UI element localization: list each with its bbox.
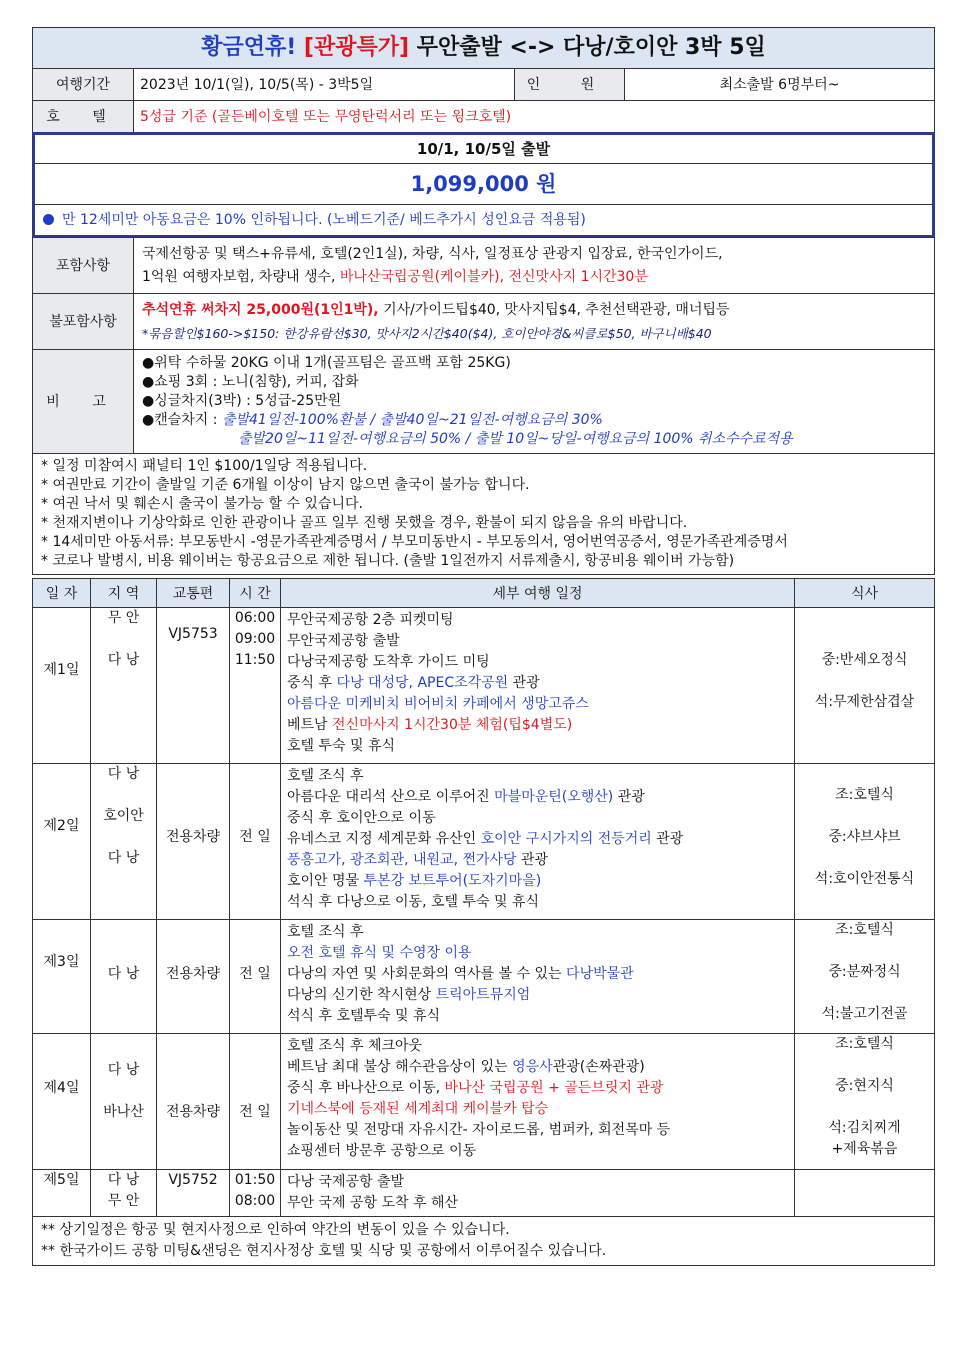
footer-note: ** 상기일정은 항공 및 현지사정으로 인하여 약간의 변동이 있을 수 있습니다.: [41, 1222, 510, 1238]
itinerary-text: 무안국제공항 2층 피켓미팅: [287, 612, 454, 628]
itinerary-text: 마블마운틴(오행산): [494, 789, 614, 805]
itinerary-text: 놀이동산 및 전망대 자유시간- 자이로드롭, 범퍼카, 회전목마 등: [287, 1122, 671, 1138]
included-line1: 국제선항공 및 택스+유류세, 호텔(2인1실), 차량, 식사, 일정표상 관광지 입장료, 한국인가이드,: [142, 245, 723, 262]
day-cell: [33, 764, 91, 920]
itinerary-text: 관광: [516, 852, 549, 868]
header-transport: 교통편: [157, 579, 230, 608]
footer-note: ** 한국가이드 공항 미팅&샌딩은 현지사정상 호텔 및 식당 및 공항에서 이루어질수 있습니다.: [41, 1243, 607, 1259]
conditions-table: [32, 237, 935, 454]
header-time: 시 간: [230, 579, 281, 608]
time-value: 11:50: [234, 652, 276, 668]
itinerary-text: 다낭의 자연 및 사회문화의 역사를 볼 수 있는: [287, 966, 567, 982]
region-name: 무 안: [107, 610, 140, 626]
itinerary-text: 호텔 조식 후: [287, 924, 364, 940]
region-cell: [91, 1034, 157, 1170]
day-cell: [33, 608, 91, 764]
excluded-label: 불포함사항: [33, 294, 134, 350]
meal-item: 조:호텔식: [835, 922, 894, 938]
itinerary-line: [287, 829, 788, 850]
period-label: 여행기간: [33, 69, 134, 101]
meal-item: 중:반세오정식: [821, 652, 908, 668]
meal-cell: [795, 1034, 935, 1170]
itinerary-line: [287, 1120, 788, 1141]
footer-row: [33, 1217, 935, 1266]
notices-cell: [33, 454, 935, 575]
child-price-note-text: 만 12세미만 아동요금은 10% 인하됩니다. (노베드기준/ 베드추가시 성인요금 적용됨): [62, 212, 586, 228]
meal-item: 석:호이안전통식: [814, 871, 915, 887]
day-label: 제2일: [43, 818, 80, 834]
remarks-value: [134, 350, 935, 454]
title-part2: [관광특가]: [303, 35, 410, 60]
meal-item: 중:샤브샤브: [828, 829, 901, 845]
schedule-row: [33, 1170, 935, 1217]
day-label: 제4일: [43, 1080, 80, 1096]
region-cell: [91, 1170, 157, 1217]
itinerary-line: [287, 1006, 788, 1027]
itinerary-sheet: [32, 27, 935, 1266]
itinerary-text: 투본강 보트투어(도자기마을): [363, 873, 542, 889]
itinerary-line: [287, 1036, 788, 1057]
time-cell: [230, 1170, 281, 1217]
time-value: 전 일: [239, 829, 271, 845]
itinerary-text: 중식 후 호이안으로 이동: [287, 810, 436, 826]
region-name: 다 낭: [107, 766, 140, 782]
excluded-line1: [142, 299, 926, 322]
time-value: 08:00: [234, 1193, 276, 1209]
itinerary-text: 호이안 구시가지의 전등거리: [480, 831, 652, 847]
included-line2-b: 바나산국립공원(케이블카), 전신맛사지 1시간30분: [339, 268, 648, 285]
itinerary-line: [287, 892, 788, 913]
itinerary-text: 바나산 국립공원 + 골든브릿지 관광: [444, 1080, 664, 1096]
itinerary-line: [287, 850, 788, 871]
remarks-label: 비 고: [33, 350, 134, 454]
remarks-line4-a: ●캔슬차지 :: [142, 412, 218, 428]
itinerary-text: 관광(손짜관광): [552, 1059, 645, 1075]
notice-item: * 일정 미참여시 패널티 1인 $100/1일당 적용됩니다.: [41, 458, 368, 474]
title-part1: 황금연휴!: [201, 35, 297, 60]
itinerary-text: 다낭국제공항 도착후 가이드 미팅: [287, 654, 490, 670]
itinerary-line: [287, 736, 788, 757]
meal-item: 중:현지식: [835, 1078, 894, 1094]
itinerary-line: [287, 787, 788, 808]
time-cell: [230, 1034, 281, 1170]
itinerary-text: 베트남 최대 불상 해수관음상이 있는: [287, 1059, 513, 1075]
itinerary-text: 다낭 국제공항 출발: [287, 1174, 405, 1190]
header-region: 지 역: [91, 579, 157, 608]
transport-name: 전용차량: [165, 1104, 221, 1120]
schedule-row: [33, 764, 935, 920]
schedule-row: [33, 608, 935, 764]
header-day: 일 자: [33, 579, 91, 608]
itinerary-text: 오전 호텔 휴식 및 수영장 이용: [287, 945, 472, 961]
itinerary-line: [287, 922, 788, 943]
meal-item: 석:김치찌게 +제육볶음: [828, 1120, 901, 1157]
itinerary-line: [287, 673, 788, 694]
schedule-body: [33, 608, 935, 1217]
itinerary-text: 호이안 명물: [287, 873, 364, 889]
notice-item: * 코로나 발병시, 비용 웨이버는 항공요금으로 제한 됩니다. (출발 1일전까지 서류제출시, 항공비용 웨이버 가능함): [41, 553, 735, 569]
hotel-value: 5성급 기준 (골든베이호텔 또는 무영탄럭서리 또는 윙크호텔): [134, 101, 935, 133]
remarks-line1: ●위탁 수하물 20KG 이내 1개(골프팀은 골프백 포함 25KG): [142, 355, 511, 371]
time-cell: [230, 608, 281, 764]
remarks-line4: [142, 411, 926, 430]
header-detail: 세부 여행 일정: [281, 579, 795, 608]
itinerary-cell: [281, 608, 795, 764]
day-label: 제3일: [43, 954, 80, 970]
header-table: [32, 27, 935, 133]
time-value: 01:50: [234, 1172, 276, 1188]
itinerary-text: 다낭의 신기한 착시현상: [287, 987, 436, 1003]
itinerary-cell: [281, 764, 795, 920]
day-cell: [33, 1034, 91, 1170]
itinerary-text: 호텔 조식 후 체크아웃: [287, 1038, 423, 1054]
notice-item: * 천재지변이나 기상악화로 인한 관광이나 골프 일부 진행 못했을 경우, 환불이 되지 않음을 유의 바랍니다.: [41, 515, 688, 531]
day-label: 제5일: [43, 1172, 80, 1188]
itinerary-line: [287, 610, 788, 631]
footer-table: [32, 1216, 935, 1266]
remarks-line5: 출발20일~11일전-여행요금의 50% / 출발 10일~당일-여행요금의 100% 취소수수료적용: [238, 431, 793, 447]
meal-cell: [795, 1170, 935, 1217]
schedule-row: [33, 1034, 935, 1170]
itinerary-line: [287, 964, 788, 985]
title-part3: 무안출발 <-> 다낭/호이안 3박 5일: [416, 35, 766, 60]
itinerary-text: 트릭아트뮤지엄: [435, 987, 531, 1003]
itinerary-line: [287, 985, 788, 1006]
itinerary-text: 관광: [613, 789, 645, 805]
departure-price: 1,099,000 원: [35, 164, 932, 205]
region-name: 다 낭: [107, 1172, 140, 1188]
time-value: 전 일: [239, 1104, 271, 1120]
meal-item: 조:호텔식: [835, 1036, 894, 1052]
time-value: 09:00: [234, 631, 276, 647]
excluded-row: [33, 294, 935, 350]
region-name: 호이안: [103, 808, 144, 824]
notices-row: [33, 454, 935, 575]
excluded-value: [134, 294, 935, 350]
header-meal: 식사: [795, 579, 935, 608]
day-label: 제1일: [43, 662, 80, 678]
transport-name: VJ5753: [168, 626, 218, 642]
notice-item: * 14세미만 아동서류: 부모동반시 -영문가족관계증명서 / 부모미동반시 - 부모동의서, 영어번역공증서, 영문가족관계증명서: [41, 534, 788, 550]
departure-date: 10/1, 10/5일 출발: [35, 135, 932, 164]
transport-name: 전용차량: [165, 966, 221, 982]
itinerary-text: 유네스코 지정 세계문화 유산인: [287, 831, 481, 847]
included-row: [33, 238, 935, 294]
itinerary-text: 무안 국제 공항 도착 후 해산: [287, 1195, 459, 1211]
title-row: [33, 28, 935, 69]
transport-cell: [157, 608, 230, 764]
departure-box: [32, 132, 935, 238]
meal-item: 석:불고기전골: [821, 1006, 908, 1022]
excluded-line1-a: 추석연휴 써차지 25,000원(1인1박),: [142, 301, 379, 318]
transport-cell: [157, 1170, 230, 1217]
meal-cell: [795, 608, 935, 764]
region-name: 다 낭: [107, 850, 140, 866]
itinerary-line: [287, 766, 788, 787]
itinerary-line: [287, 1099, 788, 1120]
region-name: 무 안: [107, 1193, 140, 1209]
transport-cell: [157, 764, 230, 920]
included-line2-a: 1억원 여행자보험, 차량내 생수,: [142, 268, 336, 285]
meal-cell: [795, 920, 935, 1034]
itinerary-text: 호텔 투숙 및 휴식: [287, 738, 396, 754]
time-cell: [230, 764, 281, 920]
hotel-row: [33, 101, 935, 133]
itinerary-text: 중식 후 바나산으로 이동,: [287, 1080, 445, 1096]
remarks-row: [33, 350, 935, 454]
itinerary-line: [287, 694, 788, 715]
region-name: 다 낭: [107, 966, 140, 982]
footer-cell: [33, 1217, 935, 1266]
itinerary-line: [287, 808, 788, 829]
notice-item: * 여권 낙서 및 훼손시 출국이 불가능 할 수 있습니다.: [41, 496, 363, 512]
itinerary-text: 아름다운 대리석 산으로 이루어진: [287, 789, 495, 805]
itinerary-text: 호텔 조식 후: [287, 768, 364, 784]
transport-name: VJ5752: [168, 1172, 218, 1188]
itinerary-line: [287, 1057, 788, 1078]
time-cell: [230, 920, 281, 1034]
included-value: [134, 238, 935, 294]
meal-cell: [795, 764, 935, 920]
region-name: 다 낭: [107, 1062, 140, 1078]
itinerary-line: [287, 1172, 788, 1193]
people-label: 인 원: [515, 69, 625, 101]
hotel-label: 호 텔: [33, 101, 134, 133]
itinerary-text: 베트남: [287, 717, 333, 733]
itinerary-text: 다낭 대성당, APEC조각공원: [336, 675, 509, 691]
itinerary-text: 기네스북에 등재된 세계최대 케이블카 탑승: [287, 1101, 549, 1117]
notice-item: * 여권만료 기간이 출발일 기준 6개월 이상이 남지 않으면 출국이 불가능 합니다.: [41, 477, 530, 493]
meal-item: 조:호텔식: [835, 787, 894, 803]
notices-table: [32, 453, 935, 575]
remarks-line3: ●싱글차지(3박) : 5성급-25만원: [142, 393, 342, 409]
region-name: 다 낭: [107, 652, 140, 668]
meal-item: 석:무제한삼겹살: [814, 694, 915, 710]
itinerary-text: 쇼핑센터 방문후 공항으로 이동: [287, 1143, 477, 1159]
transport-name: 전용차량: [165, 829, 221, 845]
transport-cell: [157, 920, 230, 1034]
itinerary-line: [287, 652, 788, 673]
itinerary-text: 석식 후 호텔투숙 및 휴식: [287, 1008, 441, 1024]
itinerary-text: 무안국제공항 출발: [287, 633, 400, 649]
people-value: 최소출발 6명부터~: [625, 69, 935, 101]
itinerary-text: 관광: [508, 675, 540, 691]
schedule-row: [33, 920, 935, 1034]
excluded-line2: *묶음할인$160->$150: 한강유람선$30, 맛사지2시간$40($4), 호이안야경&씨클로$50, 바구니배$40: [142, 325, 712, 341]
itinerary-line: [287, 715, 788, 736]
itinerary-text: 다낭박물관: [566, 966, 634, 982]
bullet-dot-icon: [43, 214, 54, 225]
meal-item: 중:분짜정식: [828, 964, 901, 980]
itinerary-line: [287, 1078, 788, 1099]
transport-cell: [157, 1034, 230, 1170]
time-value: 전 일: [239, 966, 271, 982]
page-title: [33, 28, 935, 69]
period-row: [33, 69, 935, 101]
itinerary-text: 석식 후 다낭으로 이동, 호텔 투숙 및 휴식: [287, 894, 539, 910]
itinerary-cell: [281, 1034, 795, 1170]
included-label: 포함사항: [33, 238, 134, 294]
remarks-line4-b: 출발41일전-100%환불 / 출발40일~21일전-여행요금의 30%: [221, 412, 603, 428]
schedule-header-row: [33, 579, 935, 608]
day-cell: [33, 1170, 91, 1217]
itinerary-cell: [281, 920, 795, 1034]
itinerary-text: 영응사: [512, 1059, 553, 1075]
time-value: 06:00: [234, 610, 276, 626]
itinerary-text: 중식 후: [287, 675, 337, 691]
excluded-line1-b: 기사/가이드팁$40, 맛사지팁$4, 추천선택관광, 매너팁등: [383, 301, 730, 318]
region-cell: [91, 764, 157, 920]
child-price-note: [35, 205, 932, 235]
region-name: 바나산: [103, 1104, 144, 1120]
itinerary-text: 풍흥고가, 광조회관, 내원교, 쩐가사당: [287, 852, 517, 868]
remarks-line2: ●쇼핑 3회 : 노니(침향), 커피, 잡화: [142, 374, 359, 390]
itinerary-line: [287, 871, 788, 892]
period-value: 2023년 10/1(일), 10/5(목) - 3박5일: [134, 69, 515, 101]
itinerary-line: [287, 631, 788, 652]
schedule-table: [32, 578, 935, 1217]
day-cell: [33, 920, 91, 1034]
region-cell: [91, 608, 157, 764]
itinerary-text: 관광: [651, 831, 684, 847]
included-line2: [142, 266, 926, 289]
itinerary-text: 전신마사지 1시간30분 체험(팁$4별도): [332, 717, 573, 733]
region-cell: [91, 920, 157, 1034]
itinerary-text: 아름다운 미케비치 비어비치 카페에서 생망고쥬스: [287, 696, 589, 712]
itinerary-line: [287, 1193, 788, 1214]
itinerary-line: [287, 1141, 788, 1162]
itinerary-cell: [281, 1170, 795, 1217]
itinerary-line: [287, 943, 788, 964]
